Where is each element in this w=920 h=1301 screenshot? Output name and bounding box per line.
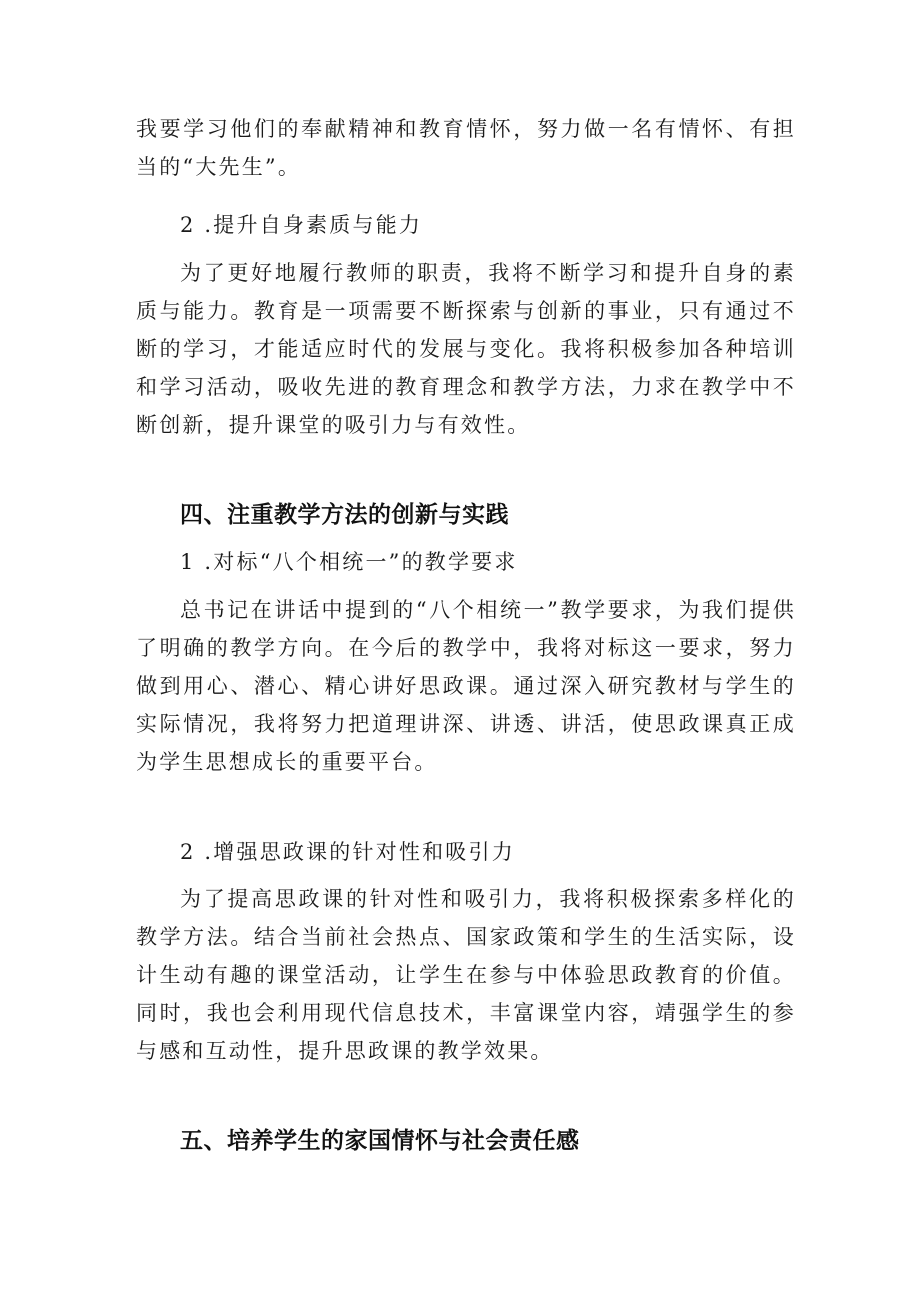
improve-quality-paragraph-block	[136, 254, 796, 444]
subheading-improve-quality: 2 .提升自身素质与能力	[180, 213, 423, 237]
continuation-paragraph-block	[136, 110, 796, 186]
subheading-eight-unities: 1 .对标“八个相统一”的教学要求	[180, 550, 518, 574]
eight-unities-paragraph: 总书记在讲话中提到的“八个相统一”教学要求，为我们提供了明确的教学方向。在今后的教学中，我将对标这一要求，努力做到用心、潜心、精心讲好思政课。通过深入研究教材与学生的实际情况，我将努力把道理讲深、讲透、讲活，使思政课真正成为学生思想成长的重要平台。	[136, 598, 796, 774]
subheading-enhance-attractiveness: 2 .增强思政课的针对性和吸引力	[180, 840, 515, 864]
section-heading-4: 四、注重教学方法的创新与实践	[180, 502, 509, 528]
continuation-paragraph: 我要学习他们的奉献精神和教育情怀，努力做一名有情怀、有担当的“大先生”。	[136, 117, 796, 179]
section-heading-5: 五、培养学生的家国情怀与社会责任感	[180, 1128, 580, 1154]
enhance-attractiveness-paragraph: 为了提高思政课的针对性和吸引力，我将积极探索多样化的教学方法。结合当前社会热点、国家政策和学生的生活实际，设计生动有趣的课堂活动，让学生在参与中体验思政教育的价值。同时，我也会利用现代信息技术，丰富课堂内容，靖强学生的参与感和互动性，提升思政课的教学效果。	[136, 887, 796, 1063]
eight-unities-paragraph-block	[136, 591, 796, 781]
improve-quality-paragraph: 为了更好地履行教师的职责，我将不断学习和提升自身的素质与能力。教育是一项需要不断探索与创新的事业，只有通过不断的学习，才能适应时代的发展与变化。我将积极参加各种培训和学习活动，吸收先进的教育理念和教学方法，力求在教学中不断创新，提升课堂的吸引力与有效性。	[136, 261, 796, 437]
enhance-attractiveness-paragraph-block	[136, 880, 796, 1070]
